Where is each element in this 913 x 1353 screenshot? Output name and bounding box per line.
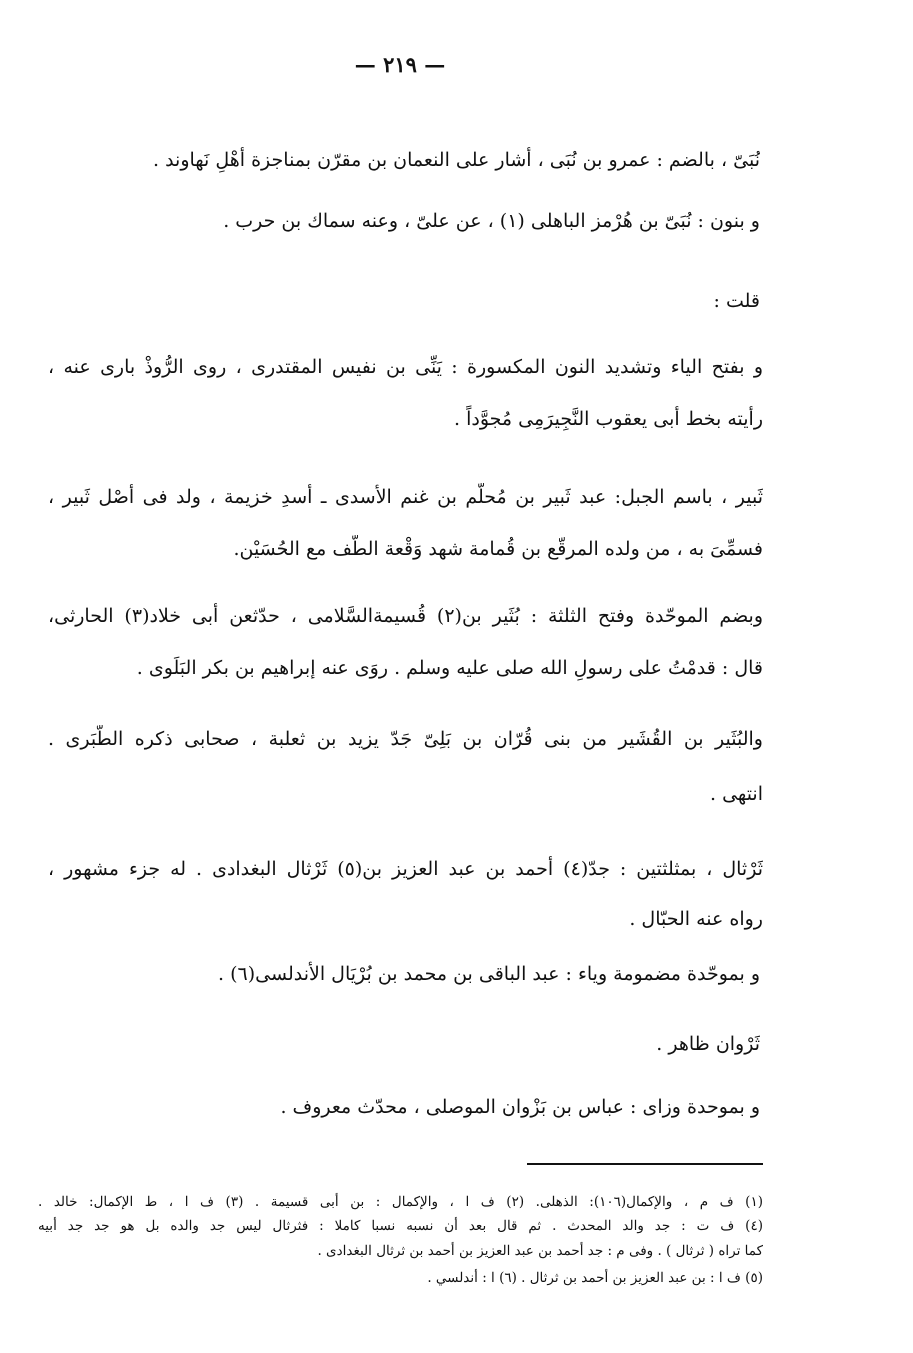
- text-line: ثَرْوان ظاهر .: [656, 1033, 760, 1055]
- text-line: فسمِّىَ به ، من ولده المرقّع بن قُمامة شهد وَقْعة الطَّف مع الحُسَيْن.: [233, 538, 763, 560]
- text-line: و بفتح الياء وتشديد النون المكسورة : يَنِّى بن نفيس المقتدرى ، روى الرُّوذْ بارى عنه ،: [48, 356, 763, 378]
- footnote-line: (٤) ف ت : جد والد المحدث . ثم قال بعد أن نسبه نسبا كاملا : فثرثال ليس جد والده بل هو جد جد أبيه: [38, 1218, 763, 1234]
- text-line: وبضم الموحّدة وفتح الثلثة : بُثَير بن(٢) قُسيمةالسَّلامى ، حدّثعن أبى خلاد(٣) الحارثى،: [48, 605, 763, 627]
- text-line: رواه عنه الحبّال .: [629, 908, 763, 930]
- footnote-divider: [527, 1163, 763, 1165]
- footnote-line: (١) ف م ، والإكمال(١٠٦): الذهلى. (٢) ف ا ، والإكمال : بن أبى قسيمة . (٣) ف ا ، ط الإكمال: خالد .: [38, 1194, 763, 1210]
- text-line: قال : قدمْتُ على رسولِ الله صلى عليه وسلم . روَى عنه إبراهيم بن بكر البَلَوى .: [136, 657, 763, 679]
- footnote-line: (٥) ف ا : بن عبد العزيز بن أحمد بن ثرثال . (٦) ا : أندلسي .: [427, 1270, 763, 1286]
- text-line: انتهى .: [710, 783, 763, 805]
- text-line: نُبَىّ ، بالضم : عمرو بن نُبَى ، أشار على النعمان بن مقرّن بمناجزة أهْلِ نَهاوند .: [152, 149, 760, 171]
- text-line: ثَرْثال ، بمثلثتين : جدّ(٤) أحمد بن عبد العزيز بن(٥) ثَرْثال البغدادى . له جزء مشهور ،: [48, 858, 763, 880]
- footnote-line: كما تراه ( ثرثال ) . وفى م : جد أحمد بن عبد العزيز بن أحمد بن ثرثال البغدادى .: [317, 1243, 763, 1259]
- text-line: و بموحدة وزاى : عباس بن بَزْوان الموصلى ، محدّث معروف .: [280, 1096, 760, 1118]
- text-line: و بنون : نُبَىّ بن هُرْمز الباهلى (١) ، عن علىّ ، وعنه سماك بن حرب .: [223, 210, 760, 232]
- text-line: رأيته بخط أبى يعقوب النَّجِيرَمِى مُجوَّداً .: [454, 408, 763, 430]
- text-line: والبُثَير بن القُشَير من بنى قُرّان بن بَلِىّ جَدّ يزيد بن ثعلبة ، صحابى ذكره الطَّبَرى .: [48, 728, 763, 750]
- text-line: و بموحّدة مضمومة وياء : عبد الباقى بن محمد بن بُرْيَال الأندلسى(٦) .: [218, 963, 760, 985]
- text-line: قلت :: [713, 290, 760, 312]
- page-number: — ٢١٩ —: [354, 52, 446, 77]
- text-line: ثَبير ، باسم الجبل: عبد ثَبير بن مُحلّم بن غنم الأسدى ـ أسدِ خزيمة ، ولد فى أصْل ثَبير ،: [48, 486, 763, 508]
